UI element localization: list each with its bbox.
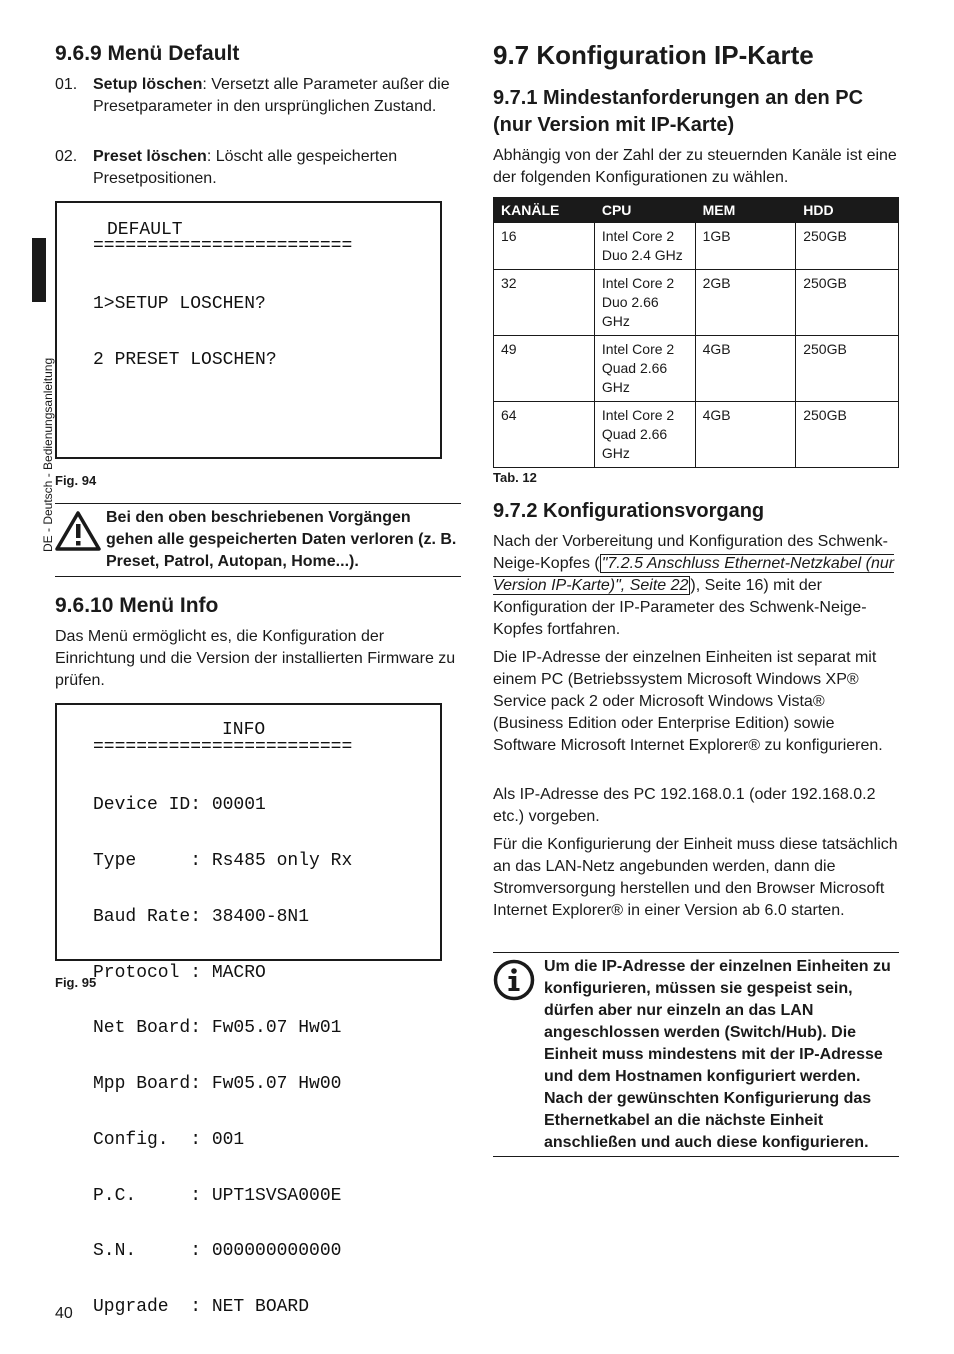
osd-line: Config. : 001	[93, 1129, 245, 1150]
procedure-paragraph: Die IP-Adresse der einzelnen Einheiten ist separat mit einem PC (Betriebssystem Microsoft Windows XP® Service pack 2 oder Microsoft Windows Vista® (Business Edition oder Enterprise Edition) sowie Software Microsoft Internet Explorer® zu konfigurieren.	[493, 649, 883, 754]
section-heading-procedure: 9.7.2 Konfigurationsvorgang	[493, 500, 765, 522]
procedure-paragraph: Als IP-Adresse des PC 192.168.0.1 (oder 192.168.0.2 etc.) vorgeben.	[493, 786, 876, 825]
table-caption: Tab. 12	[493, 470, 537, 485]
table-cell: 49	[494, 336, 595, 402]
table-header-cell: CPU	[594, 198, 695, 223]
requirements-table	[493, 197, 899, 468]
procedure-paragraph: Für die Konfigurierung der Einheit muss diese tatsächlich an das LAN-Netz angebunden werden, dann die Stromversorgung herstellen und den Browser Microsoft Internet Explorer® in einer Version ab 6.0 starten.	[493, 836, 898, 919]
osd-screen-default	[55, 201, 442, 459]
list-item	[55, 74, 460, 118]
table-cell: 16	[494, 223, 595, 270]
osd-screen-rule: ========================	[93, 737, 353, 757]
heading-line: 9.7.1 Mindestanforderungen an den PC	[493, 87, 864, 109]
chapter-heading: 9.7 Konfiguration IP-Karte	[493, 40, 814, 70]
table-header-cell: MEM	[695, 198, 796, 223]
osd-line: Baud Rate: 38400-8N1	[93, 906, 310, 927]
info-text: Um die IP-Adresse der einzelnen Einheiten zu konfigurieren, müssen sie gespeist sein, dürfen aber nur einzeln an das LAN angeschlossen werden (Switch/Hub). Die Einheit muss mindestens mit der IP-Adresse und dem Hostnamen konfiguriert werden. Nach der gewünschten Konfigurierung das Ethernetkabel an die nächste Einheit anschließen und auch diese konfigurieren.	[544, 958, 891, 1151]
table-row	[494, 402, 899, 468]
list-item-text: : Versetzt alle Parameter außer die Presetparameter in den ursprünglichen Zustand.	[93, 76, 450, 115]
table-cell: 64	[494, 402, 595, 468]
table-cell: Intel Core 2 Duo 2.4 GHz	[594, 223, 695, 270]
table-cell: 250GB	[796, 336, 899, 402]
side-tab-marker	[32, 238, 46, 302]
paragraph-text: Nach der Vorbereitung und Konfiguration des Schwenk-Neige-Kopfes (	[493, 533, 888, 572]
page-number: 40	[55, 1305, 73, 1322]
warning-note	[55, 503, 461, 577]
procedure-paragraph	[493, 531, 898, 641]
section-heading-requirements	[493, 85, 903, 139]
table-header-cell: HDD	[796, 198, 899, 223]
osd-screen-title: DEFAULT	[107, 220, 183, 240]
table-row	[494, 336, 899, 402]
table-header-cell: KANÄLE	[494, 198, 595, 223]
warning-text: Bei den oben beschriebenen Vorgängen gehen alle gespeicherten Daten verloren (z. B. Preset, Patrol, Autopan, Home...).	[106, 509, 457, 570]
table-header-row	[494, 198, 899, 223]
osd-line: S.N. : 000000000000	[93, 1241, 342, 1262]
table-cell: 250GB	[796, 402, 899, 468]
heading-line: (nur Version mit IP-Karte)	[493, 114, 735, 136]
osd-line: Device ID: 00001	[93, 795, 266, 816]
table-cell: 250GB	[796, 223, 899, 270]
osd-line: Mpp Board: Fw05.07 Hw00	[93, 1074, 342, 1095]
table-row	[494, 223, 899, 270]
osd-line: Type : Rs485 only Rx	[93, 850, 353, 871]
table-cell: Intel Core 2 Quad 2.66 GHz	[594, 336, 695, 402]
osd-line: 2 PRESET LOSCHEN?	[93, 349, 277, 370]
osd-line: Protocol : MACRO	[93, 962, 266, 983]
table-cell: Intel Core 2 Quad 2.66 GHz	[594, 402, 695, 468]
list-item-number: 01.	[55, 76, 78, 93]
list-item-term: Preset löschen	[93, 148, 207, 165]
table-cell: 2GB	[695, 270, 796, 336]
figure-caption: Fig. 94	[55, 473, 97, 488]
list-item	[55, 146, 460, 190]
cross-reference-link[interactable]: "7.2.5 Anschluss Ethernet-Netzkabel (nur Version IP-Karte)", Seite 22	[493, 555, 895, 594]
menu-info-description: Das Menü ermöglicht es, die Konfiguration der Einrichtung und die Version der installierten Firmware zu prüfen.	[55, 628, 456, 689]
info-icon	[493, 959, 535, 1001]
section-heading-menu-default: 9.6.9 Menü Default	[55, 42, 240, 65]
osd-screen-rule: ========================	[93, 236, 353, 256]
table-cell: 4GB	[695, 336, 796, 402]
warning-icon	[55, 511, 101, 551]
side-tab-label: DE - Deutsch - Bedienungsanleitung	[41, 357, 55, 552]
paragraph-text: ), Seite 16) mit der Konfiguration der IP-Parameter des Schwenk-Neige-Kopfes fortfahren.	[493, 577, 867, 638]
info-note	[493, 952, 899, 1157]
list-item-term: Setup löschen	[93, 76, 203, 93]
osd-line: P.C. : UPT1SVSA000E	[93, 1185, 342, 1206]
list-item-text: : Löscht alle gespeicherten Presetpositionen.	[93, 148, 398, 187]
osd-screen-title: INFO	[222, 720, 266, 740]
table-cell: 32	[494, 270, 595, 336]
osd-line: 1>SETUP LOSCHEN?	[93, 294, 266, 315]
requirements-description: Abhängig von der Zahl der zu steuernden Kanäle ist eine der folgenden Konfigurationen zu wählen.	[493, 147, 897, 186]
section-heading-menu-info: 9.6.10 Menü Info	[55, 594, 219, 617]
figure-caption: Fig. 95	[55, 975, 97, 990]
table-row	[494, 270, 899, 336]
table-cell: 250GB	[796, 270, 899, 336]
table-cell: 4GB	[695, 402, 796, 468]
table-cell: Intel Core 2 Duo 2.66 GHz	[594, 270, 695, 336]
list-item-number: 02.	[55, 148, 78, 165]
table-cell: 1GB	[695, 223, 796, 270]
osd-line: Upgrade : NET BOARD	[93, 1297, 310, 1318]
osd-line: Net Board: Fw05.07 Hw01	[93, 1018, 342, 1039]
